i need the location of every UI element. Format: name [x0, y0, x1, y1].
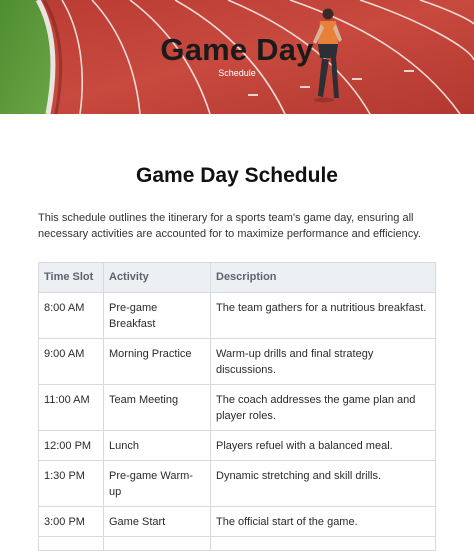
cell-description	[211, 537, 436, 551]
document-title: Game Day Schedule	[136, 164, 338, 187]
cell-time: 3:00 PM	[39, 507, 104, 537]
cell-activity: Morning Practice	[104, 339, 211, 385]
header-time-slot: Time Slot	[39, 263, 104, 293]
table-row	[39, 431, 436, 461]
cell-activity: Team Meeting	[104, 385, 211, 431]
table-row	[39, 385, 436, 431]
cell-activity: Pre-game Warm-up	[104, 461, 211, 507]
banner-title: Game Day	[160, 32, 314, 67]
banner-subtitle: Schedule	[218, 68, 256, 78]
cell-time: 11:00 AM	[39, 385, 104, 431]
header-banner	[0, 0, 474, 114]
table-row	[39, 293, 436, 339]
cell-description: The coach addresses the game plan and player roles.	[211, 385, 436, 431]
intro-paragraph: This schedule outlines the itinerary for a sports team's game day, ensuring all necessary activities are accounted for to maximize performance and efficiency.	[38, 212, 421, 240]
cell-time: 8:00 AM	[39, 293, 104, 339]
cell-description: The team gathers for a nutritious breakfast.	[211, 293, 436, 339]
table-row	[39, 537, 436, 551]
table-header-row	[39, 263, 436, 293]
cell-activity: Pre-game Breakfast	[104, 293, 211, 339]
header-description: Description	[211, 263, 436, 293]
cell-time: 9:00 AM	[39, 339, 104, 385]
cell-time: 12:00 PM	[39, 431, 104, 461]
table-row	[39, 507, 436, 537]
cell-description: Players refuel with a balanced meal.	[211, 431, 436, 461]
table-row	[39, 339, 436, 385]
cell-activity	[104, 537, 211, 551]
cell-activity: Game Start	[104, 507, 211, 537]
header-activity: Activity	[104, 263, 211, 293]
cell-description: Dynamic stretching and skill drills.	[211, 461, 436, 507]
cell-description: Warm-up drills and final strategy discussions.	[211, 339, 436, 385]
schedule-table	[38, 262, 436, 551]
table-row	[39, 461, 436, 507]
cell-time	[39, 537, 104, 551]
cell-description: The official start of the game.	[211, 507, 436, 537]
cell-time: 1:30 PM	[39, 461, 104, 507]
cell-activity: Lunch	[104, 431, 211, 461]
